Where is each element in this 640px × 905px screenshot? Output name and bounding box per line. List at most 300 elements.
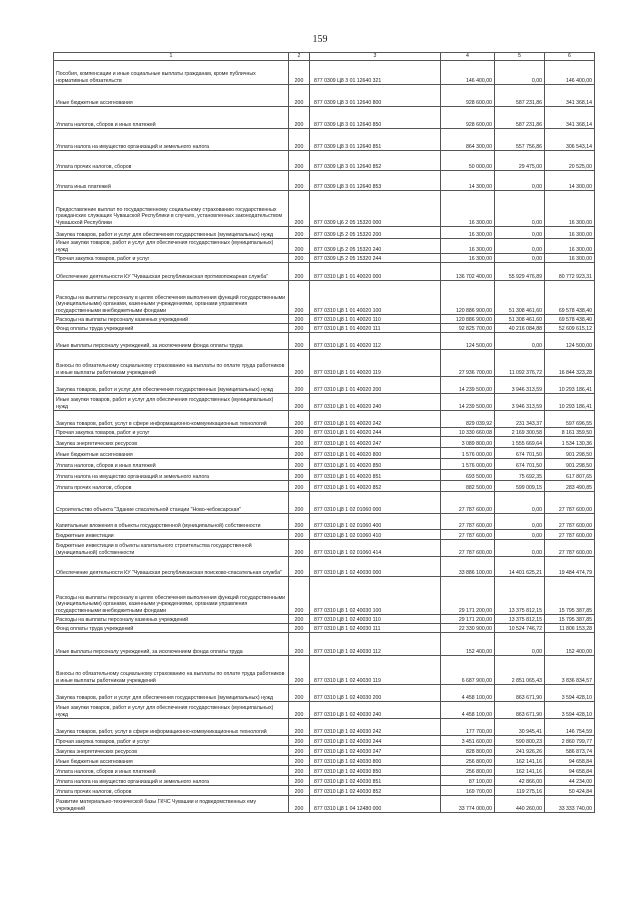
row-approved-cell: 27 787 600,00 bbox=[441, 514, 495, 530]
row-classification-code-cell: 877 0309 Ц5 2 05 15320 240 bbox=[310, 239, 441, 254]
row-name-cell: Уплата налогов, сборов и иных платежей bbox=[54, 766, 289, 776]
row-code-2-cell: 200 bbox=[289, 107, 310, 129]
row-classification-code-cell: 877 0310 Ц8 1 01 40020 000 bbox=[310, 263, 441, 281]
row-classification-code-cell: 877 0310 Ц8 1 02 40030 112 bbox=[310, 633, 441, 656]
row-classification-code-cell: 877 0310 Ц8 1 01 40020 110 bbox=[310, 315, 441, 324]
row-executed-cell: 0,00 bbox=[495, 239, 545, 254]
table-row bbox=[54, 577, 595, 615]
row-approved-cell: 256 800,00 bbox=[441, 756, 495, 766]
page-number: 159 bbox=[312, 34, 328, 45]
row-name-cell: Закупка товаров, работ, услуг в сфере информационно-коммуникационных технологий bbox=[54, 719, 289, 736]
row-remaining-cell: 3 594 428,10 bbox=[545, 702, 595, 719]
row-code-2-cell: 200 bbox=[289, 85, 310, 107]
row-name-cell: Расходы на выплаты персоналу в целях обеспечения выполнения функций государственными (муниципальными) органами, казенными учреждениями, органами управления государственными внебюджетными фондами bbox=[54, 577, 289, 615]
row-remaining-cell: 15 795 387,85 bbox=[545, 577, 595, 615]
row-name-cell: Обеспечение деятельности КУ "Чувашская республиканская поисково-спасательная служба" bbox=[54, 557, 289, 577]
row-code-2-cell: 200 bbox=[289, 685, 310, 702]
row-name-cell: Закупка энергетических ресурсов bbox=[54, 746, 289, 756]
row-executed-cell: 1 555 669,64 bbox=[495, 437, 545, 448]
row-name-cell: Пособия, компенсации и иные социальные выплаты гражданам, кроме публичных нормативных обязательств bbox=[54, 61, 289, 85]
row-remaining-cell: 16 300,00 bbox=[545, 254, 595, 263]
row-approved-cell: 169 700,00 bbox=[441, 786, 495, 796]
row-code-2-cell: 200 bbox=[289, 191, 310, 227]
table-row bbox=[54, 61, 595, 85]
row-name-cell: Обеспечение деятельности КУ "Чувашская республиканская противопожарная служба" bbox=[54, 263, 289, 281]
header-row bbox=[54, 53, 595, 61]
row-remaining-cell: 27 787 600,00 bbox=[545, 492, 595, 514]
row-executed-cell: 587 231,86 bbox=[495, 85, 545, 107]
table-row bbox=[54, 796, 595, 813]
row-remaining-cell: 69 578 438,40 bbox=[545, 315, 595, 324]
row-executed-cell: 29 475,00 bbox=[495, 151, 545, 171]
table-row bbox=[54, 263, 595, 281]
table-row bbox=[54, 281, 595, 315]
row-approved-cell: 4 458 100,00 bbox=[441, 685, 495, 702]
row-name-cell: Уплата прочих налогов, сборов bbox=[54, 786, 289, 796]
row-executed-cell: 599 009,15 bbox=[495, 481, 545, 492]
row-name-cell: Взносы по обязательному социальному страхованию на выплаты по оплате труда работников и иные выплаты работникам учреждений bbox=[54, 350, 289, 377]
row-name-cell: Прочая закупка товаров, работ и услуг bbox=[54, 254, 289, 263]
table-row bbox=[54, 254, 595, 263]
row-remaining-cell: 146 754,59 bbox=[545, 719, 595, 736]
table-row bbox=[54, 191, 595, 227]
row-remaining-cell: 617 807,65 bbox=[545, 470, 595, 481]
row-approved-cell: 50 000,00 bbox=[441, 151, 495, 171]
header-cell: 2 bbox=[289, 53, 310, 61]
row-executed-cell: 162 141,16 bbox=[495, 766, 545, 776]
row-approved-cell: 928 600,00 bbox=[441, 85, 495, 107]
row-classification-code-cell: 877 0309 Ц8 3 01 12640 800 bbox=[310, 85, 441, 107]
row-name-cell: Уплата налога на имущество организаций и земельного налога bbox=[54, 129, 289, 151]
row-executed-cell: 0,00 bbox=[495, 492, 545, 514]
row-remaining-cell: 901 298,50 bbox=[545, 448, 595, 459]
row-classification-code-cell: 877 0309 Ц8 3 01 12640 853 bbox=[310, 171, 441, 191]
row-remaining-cell: 69 578 438,40 bbox=[545, 281, 595, 315]
row-approved-cell: 828 800,00 bbox=[441, 746, 495, 756]
row-code-2-cell: 200 bbox=[289, 315, 310, 324]
row-name-cell: Закупка товаров, работ, услуг в сфере информационно-коммуникационных технологий bbox=[54, 411, 289, 428]
table-row bbox=[54, 129, 595, 151]
table-row bbox=[54, 350, 595, 377]
row-classification-code-cell: 877 0310 Ц8 1 01 40020 111 bbox=[310, 324, 441, 333]
row-code-2-cell: 200 bbox=[289, 776, 310, 786]
row-code-2-cell: 200 bbox=[289, 656, 310, 685]
row-code-2-cell: 200 bbox=[289, 171, 310, 191]
row-remaining-cell: 94 658,84 bbox=[545, 766, 595, 776]
row-classification-code-cell: 877 0310 Ц8 1 02 40030 247 bbox=[310, 746, 441, 756]
row-classification-code-cell: 877 0310 Ц8 1 01 40020 850 bbox=[310, 459, 441, 470]
row-name-cell: Закупка товаров, работ и услуг для обеспечения государственных (муниципальных) нужд bbox=[54, 377, 289, 394]
table-row bbox=[54, 411, 595, 428]
row-name-cell: Бюджетные инвестиции bbox=[54, 530, 289, 540]
row-approved-cell: 3 451 600,00 bbox=[441, 736, 495, 746]
row-approved-cell: 124 500,00 bbox=[441, 333, 495, 350]
row-approved-cell: 16 300,00 bbox=[441, 227, 495, 239]
row-executed-cell: 0,00 bbox=[495, 191, 545, 227]
row-approved-cell: 29 171 200,00 bbox=[441, 615, 495, 624]
table-row bbox=[54, 557, 595, 577]
row-approved-cell: 3 089 800,00 bbox=[441, 437, 495, 448]
row-code-2-cell: 200 bbox=[289, 254, 310, 263]
row-remaining-cell: 16 300,00 bbox=[545, 227, 595, 239]
row-classification-code-cell: 877 0310 Ц8 1 01 40020 247 bbox=[310, 437, 441, 448]
row-remaining-cell: 306 543,14 bbox=[545, 129, 595, 151]
row-approved-cell: 27 936 700,00 bbox=[441, 350, 495, 377]
row-remaining-cell: 19 484 474,79 bbox=[545, 557, 595, 577]
row-classification-code-cell: 877 0309 Ц8 3 01 12640 851 bbox=[310, 129, 441, 151]
row-approved-cell: 10 330 660,08 bbox=[441, 428, 495, 437]
row-code-2-cell: 200 bbox=[289, 540, 310, 557]
row-executed-cell: 0,00 bbox=[495, 254, 545, 263]
row-code-2-cell: 200 bbox=[289, 324, 310, 333]
table-row bbox=[54, 624, 595, 633]
row-approved-cell: 4 458 100,00 bbox=[441, 702, 495, 719]
row-executed-cell: 119 275,16 bbox=[495, 786, 545, 796]
header-cell: 5 bbox=[495, 53, 545, 61]
row-classification-code-cell: 877 0309 Ц5 2 05 15320 244 bbox=[310, 254, 441, 263]
row-approved-cell: 120 886 900,00 bbox=[441, 281, 495, 315]
row-code-2-cell: 200 bbox=[289, 281, 310, 315]
row-executed-cell: 40 216 084,88 bbox=[495, 324, 545, 333]
table-row bbox=[54, 481, 595, 492]
row-remaining-cell: 3 836 834,57 bbox=[545, 656, 595, 685]
row-classification-code-cell: 877 0310 Ц8 1 02 40030 852 bbox=[310, 786, 441, 796]
row-classification-code-cell: 877 0310 Ц8 1 04 12480 000 bbox=[310, 796, 441, 813]
row-name-cell: Уплата иных платежей bbox=[54, 171, 289, 191]
table-row bbox=[54, 736, 595, 746]
row-classification-code-cell: 877 0310 Ц8 1 01 40020 852 bbox=[310, 481, 441, 492]
row-code-2-cell: 200 bbox=[289, 448, 310, 459]
row-remaining-cell: 27 787 600,00 bbox=[545, 530, 595, 540]
table-row bbox=[54, 786, 595, 796]
table-row bbox=[54, 615, 595, 624]
row-code-2-cell: 200 bbox=[289, 428, 310, 437]
row-approved-cell: 33 886 100,00 bbox=[441, 557, 495, 577]
table-row bbox=[54, 746, 595, 756]
row-executed-cell: 241 926,26 bbox=[495, 746, 545, 756]
row-executed-cell: 51 308 461,60 bbox=[495, 281, 545, 315]
row-remaining-cell: 27 787 600,00 bbox=[545, 540, 595, 557]
row-code-2-cell: 200 bbox=[289, 333, 310, 350]
table-row bbox=[54, 459, 595, 470]
row-executed-cell: 231 343,37 bbox=[495, 411, 545, 428]
row-classification-code-cell: 877 0310 Ц8 1 01 40020 851 bbox=[310, 470, 441, 481]
table-row bbox=[54, 685, 595, 702]
row-name-cell: Взносы по обязательному социальному страхованию на выплаты по оплате труда работников и иные выплаты работникам учреждений bbox=[54, 656, 289, 685]
row-classification-code-cell: 877 0310 Ц8 1 02 40030 851 bbox=[310, 776, 441, 786]
row-name-cell: Уплата налогов, сборов и иных платежей bbox=[54, 459, 289, 470]
row-classification-code-cell: 877 0309 Ц8 3 01 12640 321 bbox=[310, 61, 441, 85]
row-approved-cell: 33 774 000,00 bbox=[441, 796, 495, 813]
row-remaining-cell: 146 400,00 bbox=[545, 61, 595, 85]
row-name-cell: Иные закупки товаров, работ и услуг для обеспечения государственных (муниципальных) нужд bbox=[54, 239, 289, 254]
row-executed-cell: 2 851 065,43 bbox=[495, 656, 545, 685]
row-remaining-cell: 3 594 428,10 bbox=[545, 685, 595, 702]
row-code-2-cell: 200 bbox=[289, 615, 310, 624]
row-executed-cell: 863 671,90 bbox=[495, 702, 545, 719]
table-row bbox=[54, 756, 595, 766]
row-approved-cell: 27 787 600,00 bbox=[441, 530, 495, 540]
row-name-cell: Уплата налога на имущество организаций и земельного налога bbox=[54, 776, 289, 786]
row-remaining-cell: 16 844 323,28 bbox=[545, 350, 595, 377]
row-code-2-cell: 200 bbox=[289, 227, 310, 239]
row-approved-cell: 177 700,00 bbox=[441, 719, 495, 736]
table-row bbox=[54, 394, 595, 411]
row-approved-cell: 29 171 200,00 bbox=[441, 577, 495, 615]
row-approved-cell: 256 800,00 bbox=[441, 766, 495, 776]
row-remaining-cell: 10 293 186,41 bbox=[545, 377, 595, 394]
row-code-2-cell: 200 bbox=[289, 766, 310, 776]
table-row bbox=[54, 702, 595, 719]
row-classification-code-cell: 877 0310 Ц8 1 02 01060 000 bbox=[310, 492, 441, 514]
row-code-2-cell: 200 bbox=[289, 624, 310, 633]
row-approved-cell: 136 702 400,00 bbox=[441, 263, 495, 281]
row-approved-cell: 882 500,00 bbox=[441, 481, 495, 492]
row-classification-code-cell: 877 0310 Ц8 1 02 01060 410 bbox=[310, 530, 441, 540]
table-row bbox=[54, 239, 595, 254]
row-approved-cell: 1 576 000,00 bbox=[441, 459, 495, 470]
table-row bbox=[54, 227, 595, 239]
row-classification-code-cell: 877 0310 Ц8 1 01 40020 112 bbox=[310, 333, 441, 350]
row-executed-cell: 13 375 812,15 bbox=[495, 615, 545, 624]
row-executed-cell: 0,00 bbox=[495, 540, 545, 557]
row-remaining-cell: 50 424,84 bbox=[545, 786, 595, 796]
row-remaining-cell: 1 534 130,36 bbox=[545, 437, 595, 448]
row-classification-code-cell: 877 0310 Ц8 1 02 40030 850 bbox=[310, 766, 441, 776]
row-name-cell: Прочая закупка товаров, работ и услуг bbox=[54, 736, 289, 746]
row-approved-cell: 27 787 600,00 bbox=[441, 540, 495, 557]
row-executed-cell: 2 169 300,58 bbox=[495, 428, 545, 437]
row-code-2-cell: 200 bbox=[289, 633, 310, 656]
header-cell: 1 bbox=[54, 53, 289, 61]
row-remaining-cell: 341 368,14 bbox=[545, 85, 595, 107]
row-remaining-cell: 27 787 600,00 bbox=[545, 514, 595, 530]
row-remaining-cell: 124 500,00 bbox=[545, 333, 595, 350]
row-name-cell: Расходы на выплаты персоналу казенных учреждений bbox=[54, 315, 289, 324]
row-code-2-cell: 200 bbox=[289, 239, 310, 254]
row-name-cell: Строительство объекта "Здание спасательной станции "Ново-чебоксарская" bbox=[54, 492, 289, 514]
header-cell: 6 bbox=[545, 53, 595, 61]
row-name-cell: Развитие материально-технической базы ГКЧС Чувашии и подведомственных ему учреждений bbox=[54, 796, 289, 813]
row-classification-code-cell: 877 0310 Ц8 1 02 40030 242 bbox=[310, 719, 441, 736]
row-classification-code-cell: 877 0309 Ц5 2 05 15320 200 bbox=[310, 227, 441, 239]
row-remaining-cell: 10 293 186,41 bbox=[545, 394, 595, 411]
row-classification-code-cell: 877 0310 Ц8 1 02 40030 111 bbox=[310, 624, 441, 633]
row-code-2-cell: 200 bbox=[289, 719, 310, 736]
row-remaining-cell: 8 161 359,50 bbox=[545, 428, 595, 437]
row-code-2-cell: 200 bbox=[289, 786, 310, 796]
row-code-2-cell: 200 bbox=[289, 263, 310, 281]
row-executed-cell: 674 701,50 bbox=[495, 448, 545, 459]
row-approved-cell: 27 787 600,00 bbox=[441, 492, 495, 514]
row-approved-cell: 14 239 500,00 bbox=[441, 394, 495, 411]
row-remaining-cell: 14 300,00 bbox=[545, 171, 595, 191]
table-row bbox=[54, 171, 595, 191]
row-approved-cell: 152 400,00 bbox=[441, 633, 495, 656]
row-name-cell: Иные выплаты персоналу учреждений, за исключением фонда оплаты труда bbox=[54, 333, 289, 350]
row-code-2-cell: 200 bbox=[289, 557, 310, 577]
row-remaining-cell: 152 400,00 bbox=[545, 633, 595, 656]
row-approved-cell: 928 600,00 bbox=[441, 107, 495, 129]
row-remaining-cell: 94 658,84 bbox=[545, 756, 595, 766]
row-approved-cell: 14 300,00 bbox=[441, 171, 495, 191]
row-executed-cell: 590 800,23 bbox=[495, 736, 545, 746]
table-row bbox=[54, 530, 595, 540]
row-remaining-cell: 52 609 615,12 bbox=[545, 324, 595, 333]
row-code-2-cell: 200 bbox=[289, 61, 310, 85]
row-name-cell: Иные бюджетные ассигнования bbox=[54, 448, 289, 459]
table-row bbox=[54, 776, 595, 786]
table-row bbox=[54, 766, 595, 776]
row-executed-cell: 0,00 bbox=[495, 227, 545, 239]
row-executed-cell: 0,00 bbox=[495, 530, 545, 540]
row-approved-cell: 14 239 500,00 bbox=[441, 377, 495, 394]
row-approved-cell: 6 687 900,00 bbox=[441, 656, 495, 685]
row-classification-code-cell: 877 0310 Ц8 1 02 40030 100 bbox=[310, 577, 441, 615]
row-executed-cell: 3 946 313,59 bbox=[495, 377, 545, 394]
row-executed-cell: 863 671,90 bbox=[495, 685, 545, 702]
row-approved-cell: 829 039,92 bbox=[441, 411, 495, 428]
row-name-cell: Капитальные вложения в объекты государственной (муниципальной) собственности bbox=[54, 514, 289, 530]
row-name-cell: Иные закупки товаров, работ и услуг для обеспечения государственных (муниципальных) нужд bbox=[54, 702, 289, 719]
row-classification-code-cell: 877 0310 Ц8 1 02 40030 244 bbox=[310, 736, 441, 746]
row-remaining-cell: 16 300,00 bbox=[545, 239, 595, 254]
row-remaining-cell: 33 333 740,00 bbox=[545, 796, 595, 813]
row-code-2-cell: 200 bbox=[289, 394, 310, 411]
row-approved-cell: 16 300,00 bbox=[441, 191, 495, 227]
row-name-cell: Закупка энергетических ресурсов bbox=[54, 437, 289, 448]
table-row bbox=[54, 470, 595, 481]
row-executed-cell: 0,00 bbox=[495, 514, 545, 530]
row-executed-cell: 13 375 812,15 bbox=[495, 577, 545, 615]
row-executed-cell: 674 701,50 bbox=[495, 459, 545, 470]
row-approved-cell: 22 330 900,00 bbox=[441, 624, 495, 633]
row-code-2-cell: 200 bbox=[289, 756, 310, 766]
row-classification-code-cell: 877 0310 Ц8 1 01 40020 100 bbox=[310, 281, 441, 315]
row-name-cell: Уплата прочих налогов, сборов bbox=[54, 481, 289, 492]
row-code-2-cell: 200 bbox=[289, 459, 310, 470]
row-classification-code-cell: 877 0310 Ц8 1 01 40020 200 bbox=[310, 377, 441, 394]
row-name-cell: Предоставление выплат по государственному социальному страхованию государственных гражданских служащих Чувашской Республики в случаях, установленных законодательством Чувашской Республики bbox=[54, 191, 289, 227]
row-classification-code-cell: 877 0310 Ц8 1 01 40020 800 bbox=[310, 448, 441, 459]
row-classification-code-cell: 877 0309 Ц6 2 05 15320 000 bbox=[310, 191, 441, 227]
row-executed-cell: 587 231,86 bbox=[495, 107, 545, 129]
table-row bbox=[54, 151, 595, 171]
row-code-2-cell: 200 bbox=[289, 577, 310, 615]
row-code-2-cell: 200 bbox=[289, 481, 310, 492]
table-row bbox=[54, 107, 595, 129]
table-row bbox=[54, 428, 595, 437]
row-name-cell: Расходы на выплаты персоналу в целях обеспечения выполнения функций государственными (муниципальными) органами, казенными учреждениями, органами управления государственными внебюджетными фондами bbox=[54, 281, 289, 315]
table-row bbox=[54, 656, 595, 685]
row-code-2-cell: 200 bbox=[289, 702, 310, 719]
table-row bbox=[54, 324, 595, 333]
row-name-cell: Расходы на выплаты персоналу казенных учреждений bbox=[54, 615, 289, 624]
table-row bbox=[54, 719, 595, 736]
row-executed-cell: 30 945,41 bbox=[495, 719, 545, 736]
row-remaining-cell: 15 795 387,85 bbox=[545, 615, 595, 624]
row-code-2-cell: 200 bbox=[289, 377, 310, 394]
row-classification-code-cell: 877 0310 Ц8 1 02 40030 000 bbox=[310, 557, 441, 577]
row-remaining-cell: 586 873,74 bbox=[545, 746, 595, 756]
row-approved-cell: 92 825 700,00 bbox=[441, 324, 495, 333]
table-row bbox=[54, 514, 595, 530]
row-code-2-cell: 200 bbox=[289, 350, 310, 377]
row-classification-code-cell: 877 0310 Ц8 1 01 40020 244 bbox=[310, 428, 441, 437]
row-remaining-cell: 901 298,50 bbox=[545, 459, 595, 470]
table-row bbox=[54, 540, 595, 557]
row-name-cell: Уплата налогов, сборов и иных платежей bbox=[54, 107, 289, 129]
row-approved-cell: 864 300,00 bbox=[441, 129, 495, 151]
table-row bbox=[54, 448, 595, 459]
table-row bbox=[54, 437, 595, 448]
row-approved-cell: 87 100,00 bbox=[441, 776, 495, 786]
row-executed-cell: 55 929 476,89 bbox=[495, 263, 545, 281]
row-executed-cell: 0,00 bbox=[495, 333, 545, 350]
row-approved-cell: 16 300,00 bbox=[441, 254, 495, 263]
row-executed-cell: 10 524 746,72 bbox=[495, 624, 545, 633]
row-approved-cell: 146 400,00 bbox=[441, 61, 495, 85]
row-executed-cell: 0,00 bbox=[495, 171, 545, 191]
row-code-2-cell: 200 bbox=[289, 736, 310, 746]
row-remaining-cell: 341 368,14 bbox=[545, 107, 595, 129]
row-classification-code-cell: 877 0310 Ц8 1 02 40030 800 bbox=[310, 756, 441, 766]
row-classification-code-cell: 877 0310 Ц8 1 01 40020 119 bbox=[310, 350, 441, 377]
row-name-cell: Бюджетные инвестиции в объекты капитального строительства государственной (муниципальной) собственности bbox=[54, 540, 289, 557]
row-code-2-cell: 200 bbox=[289, 470, 310, 481]
row-approved-cell: 16 300,00 bbox=[441, 239, 495, 254]
row-name-cell: Иные закупки товаров, работ и услуг для обеспечения государственных (муниципальных) нужд bbox=[54, 394, 289, 411]
row-name-cell: Фонд оплаты труда учреждений bbox=[54, 324, 289, 333]
row-name-cell: Закупка товаров, работ и услуг для обеспечения государственных (муниципальных) нужд bbox=[54, 227, 289, 239]
budget-table-container bbox=[53, 52, 594, 813]
row-executed-cell: 557 756,86 bbox=[495, 129, 545, 151]
row-approved-cell: 1 576 000,00 bbox=[441, 448, 495, 459]
row-name-cell: Прочая закупка товаров, работ и услуг bbox=[54, 428, 289, 437]
row-name-cell: Фонд оплаты труда учреждений bbox=[54, 624, 289, 633]
row-code-2-cell: 200 bbox=[289, 129, 310, 151]
row-executed-cell: 51 308 461,60 bbox=[495, 315, 545, 324]
row-executed-cell: 0,00 bbox=[495, 61, 545, 85]
row-code-2-cell: 200 bbox=[289, 151, 310, 171]
row-remaining-cell: 2 860 799,77 bbox=[545, 736, 595, 746]
table-row bbox=[54, 377, 595, 394]
row-code-2-cell: 200 bbox=[289, 492, 310, 514]
row-classification-code-cell: 877 0310 Ц8 1 01 40020 242 bbox=[310, 411, 441, 428]
table-row bbox=[54, 333, 595, 350]
table-body bbox=[54, 61, 595, 813]
row-classification-code-cell: 877 0310 Ц8 1 02 40030 110 bbox=[310, 615, 441, 624]
row-classification-code-cell: 877 0309 Ц8 3 01 12640 850 bbox=[310, 107, 441, 129]
row-executed-cell: 0,00 bbox=[495, 633, 545, 656]
row-executed-cell: 162 141,16 bbox=[495, 756, 545, 766]
row-code-2-cell: 200 bbox=[289, 746, 310, 756]
budget-table bbox=[53, 52, 595, 813]
row-remaining-cell: 44 234,00 bbox=[545, 776, 595, 786]
row-executed-cell: 11 092 376,72 bbox=[495, 350, 545, 377]
row-classification-code-cell: 877 0310 Ц8 1 02 40030 240 bbox=[310, 702, 441, 719]
row-name-cell: Уплата прочих налогов, сборов bbox=[54, 151, 289, 171]
row-code-2-cell: 200 bbox=[289, 530, 310, 540]
row-classification-code-cell: 877 0310 Ц8 1 02 40030 119 bbox=[310, 656, 441, 685]
header-cell: 3 bbox=[310, 53, 441, 61]
row-code-2-cell: 200 bbox=[289, 437, 310, 448]
row-classification-code-cell: 877 0310 Ц8 1 02 01060 414 bbox=[310, 540, 441, 557]
row-name-cell: Иные бюджетные ассигнования bbox=[54, 756, 289, 766]
row-classification-code-cell: 877 0310 Ц8 1 02 40030 200 bbox=[310, 685, 441, 702]
row-executed-cell: 3 946 313,59 bbox=[495, 394, 545, 411]
row-executed-cell: 14 401 625,21 bbox=[495, 557, 545, 577]
